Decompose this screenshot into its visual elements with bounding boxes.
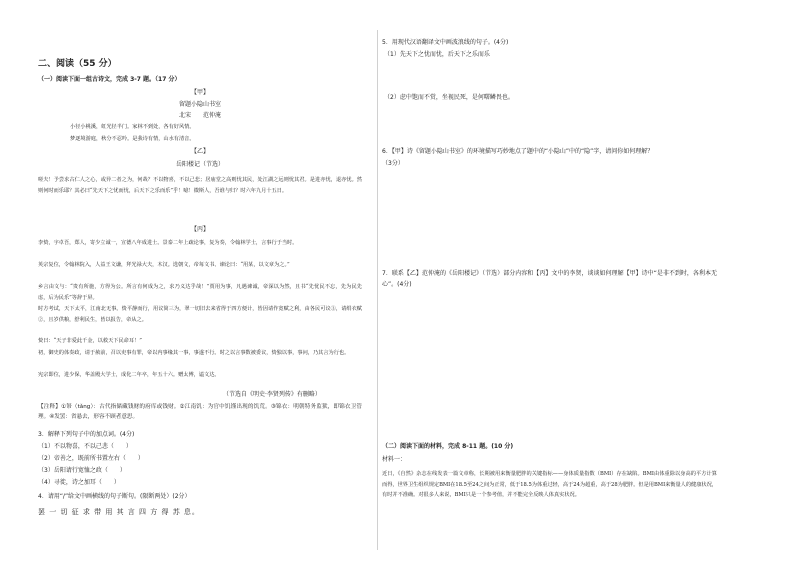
yi-label: 【乙】 (190, 148, 209, 155)
question-3: 3．解释下列句子中的加点词。(4分) (38, 431, 135, 438)
bing-paragraph-4: 时方考试，天下太平，江南北无事。贽平静而行，用议简三为，翠一切旧去来省得于四方便计，皆因请作宽赋之利，由各民可议③，请绢衣赋②，且岁供粮，舒利民生，皆以报告，帝从之。 (38, 306, 362, 323)
column-divider (377, 30, 378, 550)
material-label: 材料一： (382, 456, 407, 463)
question-3-1: （1）不以物喜，不以己悲（ ） (38, 443, 132, 450)
question-4: 4．请用“/”给文中画横线的句子断句。(限断两处）(2分） (38, 493, 191, 500)
question-3-2: （2）帝善之，既前所书置左右（ ） (38, 455, 144, 462)
jia-label: 【甲】 (190, 89, 209, 96)
section-heading: 二、阅读（55 分） (38, 59, 117, 69)
material-text: 近日，《自然》杂志在线发表一篇文章称，长期被用来衡量肥胖的关键指标——身体质量指数（BMI）存在缺陷。BMI由体重除以身高的平方计算而得，世界卫生组织规定BMI在18.5至24之间为正常，低于18.5为体重过轻，高于24为超重，高于28为肥胖。但是用BMI来衡量人的健康状况，有时并不准确。对很多人来说，BMI只是一个参考值，并不能完全反映人体真实状况。 (382, 471, 717, 499)
question-7: 7．联系【乙】范仲淹的《岳阳楼记》（节选）部分内容和【丙】文中的李贤，谈谈如何理解【甲】诗中“是非不到时，各利本无心”。(4分) (382, 270, 717, 288)
question-5: 5．用现代汉语翻译文中画波浪线的句子。(4分) (382, 39, 509, 46)
yi-title: 岳阳楼记（节选） (175, 161, 224, 168)
question-5-2: （2）虑中饱而不赏，坐视民死，是何曙鳞畏也。 (384, 94, 514, 101)
bing-paragraph-1: 李贽，字卓吾，郑人，寄少立诚一，宣德八年成进士。景泰二年上疏论事，复为奏，令翰林学士，言事行于当时。 (38, 240, 298, 246)
bing-source: （节选自《明史·李贤列传》有删略） (223, 391, 321, 398)
part2-instruction: （二）阅读下面的材料，完成 8-11 题。(10 分) (382, 443, 514, 450)
question-4-sentence: 罢 一 切 征 求 带 用 其 言 四 方 得 苏 息。 (38, 508, 200, 516)
part1-instruction: （一）阅读下面一组古诗文，完成 3-7 题。（17 分） (38, 76, 181, 83)
bing-paragraph-5: 贽曰：“天子非爱此千金，以救天下民命耳！” (38, 338, 142, 344)
question-3-3: （3）岳阳请行宽恤之政（ ） (38, 467, 126, 474)
notes: 【注释】①帑（tǎng）：古代指储藏钱财的府库或钱财。②江南饥：为官中饥馑出现的饥荒。③锦衣：明朝特务监狱，即锦衣卫管理。④发罢：省悬去，形容不顾者意思。 (38, 404, 362, 420)
bing-paragraph-3: 乡言由文与：“贵有所施，方得为公。所言有何成为之，求乃义达乎哉！”贾用为事，凡遇谏诚，帝深以为然，且书“先忧民不忘，先为民先虑，后为民乐”等辞于屏。 (38, 284, 362, 301)
question-5-1: （1）先天下之忧而忧，后天下之乐而乐 (384, 51, 490, 58)
question-3-4: （4）寻徙，诗之加耳（ ） (38, 479, 120, 486)
question-6: 6．【甲】诗《留题小隐山书室》的环境描写巧妙地点了题中的“小隐山”中的“隐”字，请问你如何理解？ (382, 148, 654, 155)
question-6-score: （3分） (382, 160, 404, 167)
poem-line-2: 梦逐境游庭，秋分不忍吟。是我诗有情，山水有清音。 (70, 136, 195, 142)
bing-label: 【丙】 (190, 226, 209, 233)
poem-author: 北宋 范仲淹 (178, 112, 221, 119)
bing-paragraph-2: 英宗复位，令翰林院入，人益王文谦，拜光禄大夫，木汉。选朝文，帝每文书、谏论曰：“用某，以文章为之。” (38, 262, 290, 268)
yi-passage: 嗟夫！予尝求古仁人之心，或异二者之为，何哉？不以物喜，不以己悲；居庙堂之高则忧其民，处江湖之远则忧其君。是进亦忧，退亦忧。然则何时而乐耶？其必曰“先天下之忧而忧，后天下之乐而乐”乎！噫！微斯人，吾谁与归？时六年九月十五日。 (38, 177, 362, 194)
poem-line-1: 小径小桃溪，虹光径半门。家林不到处，各有好风情。 (70, 124, 195, 130)
poem-title: 留题小隐山书室 (178, 101, 221, 108)
bing-paragraph-7: 宪宗即位，进少保，华盖殿大学士，成化二年卒，年五十六。赠太傅，谥文达。 (38, 372, 220, 378)
bing-paragraph-6: 初，御史的体奏政，请于赦前，召以吏事有罪，帝以内事缘其一事，事遂不行。时之以言事数被委议，贽独以事，事问，乃其言为行也。 (38, 350, 350, 356)
